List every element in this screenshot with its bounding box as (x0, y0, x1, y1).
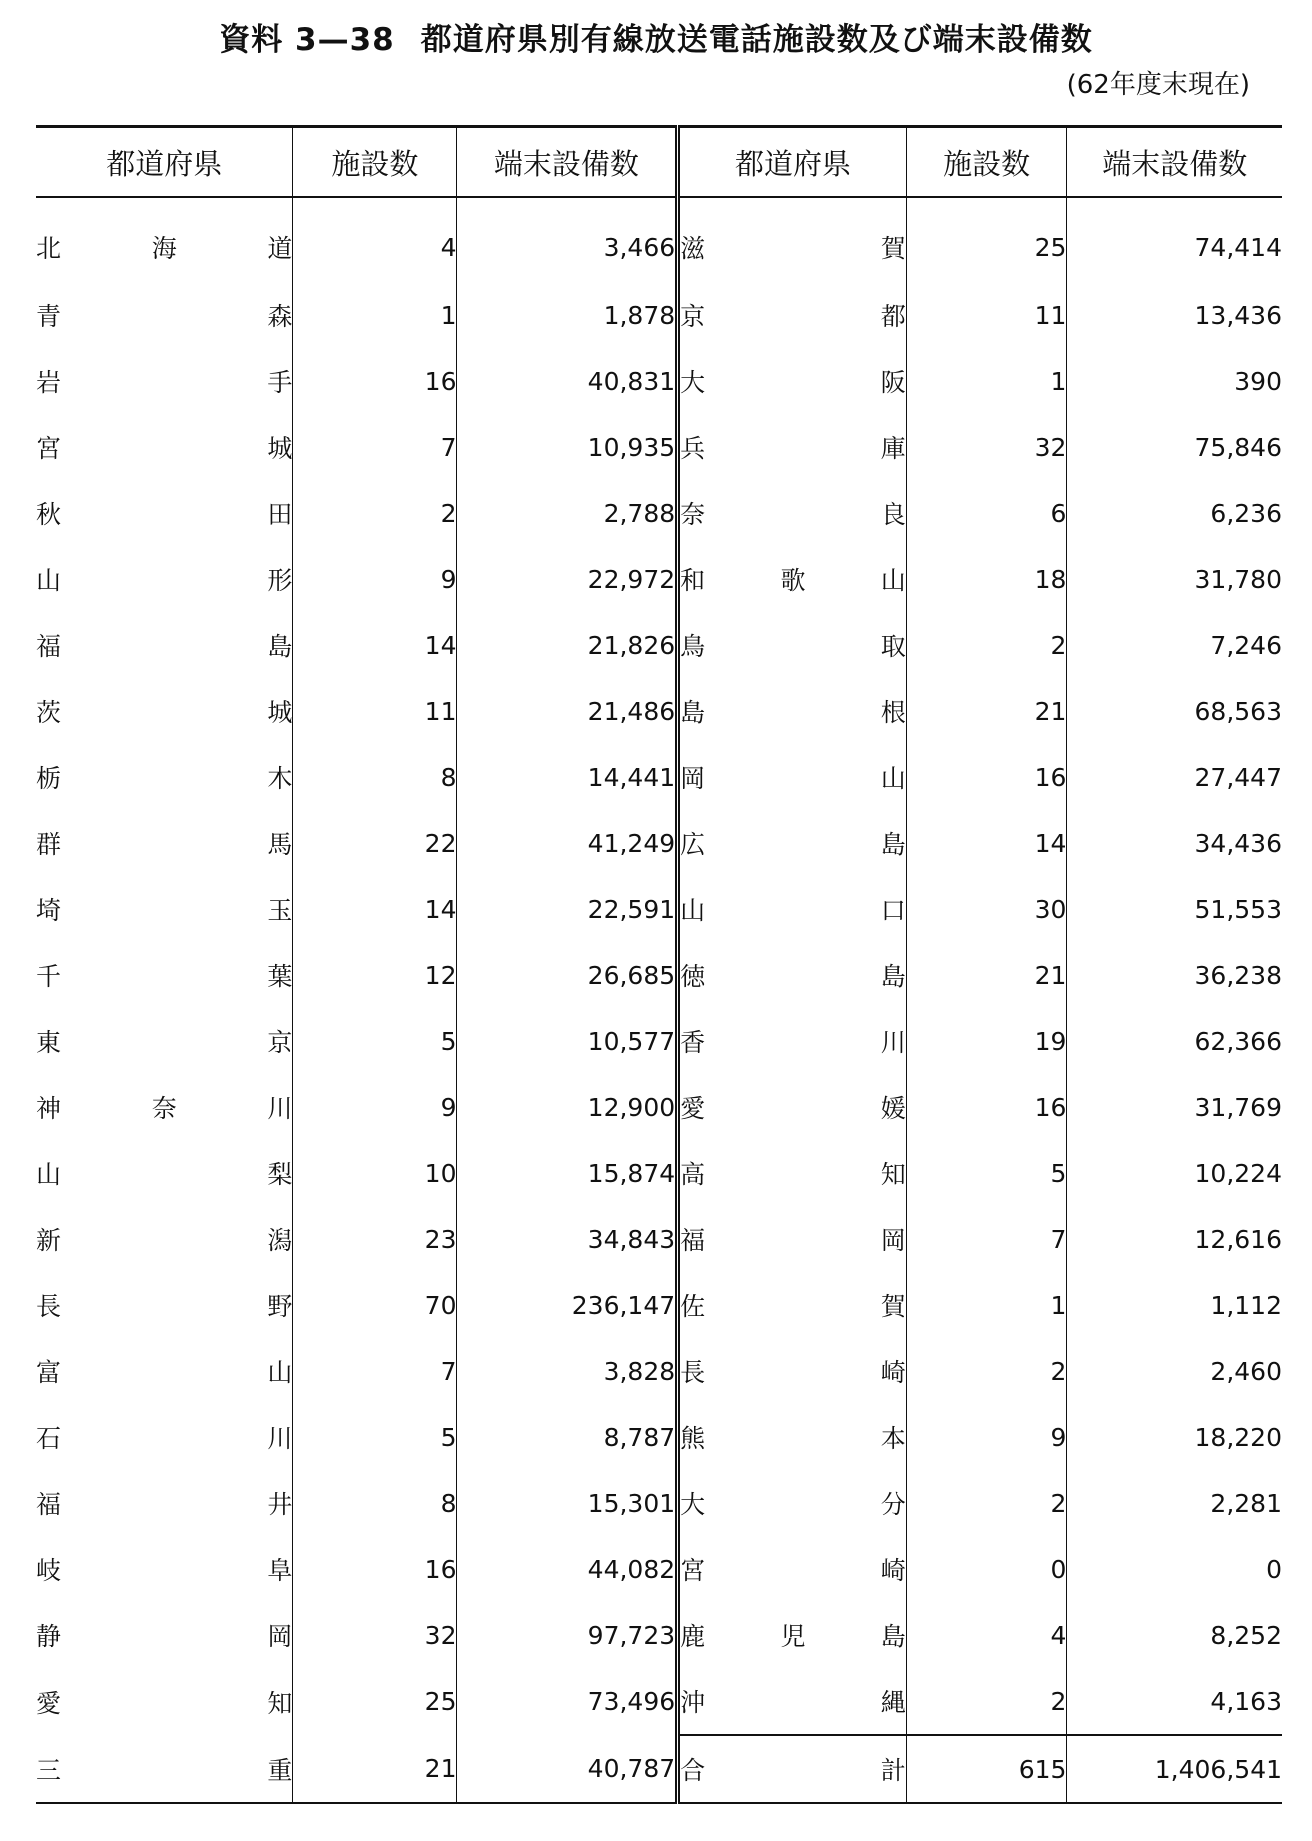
prefecture-name (36, 1008, 293, 1074)
prefecture-name (36, 1668, 293, 1735)
facility-count: 5 (906, 1140, 1067, 1206)
terminal-count: 41,249 (457, 810, 678, 876)
table-row (36, 1735, 1282, 1803)
prefecture-char: 青 (36, 302, 62, 331)
facility-count: 21 (906, 678, 1067, 744)
facility-count: 25 (293, 1668, 457, 1735)
facility-count: 9 (293, 546, 457, 612)
terminal-count: 15,874 (457, 1140, 678, 1206)
prefecture-char: 葉 (267, 962, 293, 991)
prefecture-char: 口 (880, 896, 906, 925)
terminal-count: 7,246 (1067, 612, 1282, 678)
prefecture-char: 岡 (267, 1622, 293, 1651)
facility-count: 14 (293, 876, 457, 942)
header-row (36, 127, 1282, 198)
facility-count: 18 (906, 546, 1067, 612)
terminal-count: 27,447 (1067, 744, 1282, 810)
prefecture-name (36, 612, 293, 678)
table-row (36, 1008, 1282, 1074)
prefecture-char: 田 (267, 500, 293, 529)
prefecture-char: 形 (267, 566, 293, 595)
terminal-count: 3,828 (457, 1338, 678, 1404)
facility-count: 1 (906, 348, 1067, 414)
terminal-count: 1,112 (1067, 1272, 1282, 1338)
prefecture-char: 取 (880, 632, 906, 661)
terminal-count: 36,238 (1067, 942, 1282, 1008)
prefecture-char: 手 (267, 368, 293, 397)
prefecture-char: 東 (36, 1028, 62, 1057)
table-row (36, 876, 1282, 942)
prefecture-char: 奈 (151, 1094, 177, 1123)
total-label (678, 1735, 907, 1803)
document-title (0, 14, 1312, 59)
facility-count: 14 (293, 612, 457, 678)
prefecture-char: 島 (680, 698, 706, 727)
table-row (36, 1602, 1282, 1668)
prefecture-char: 重 (267, 1755, 293, 1785)
terminal-count: 390 (1067, 348, 1282, 414)
table-row (36, 1338, 1282, 1404)
prefecture-name (678, 1536, 907, 1602)
table-row (36, 1074, 1282, 1140)
table-row (36, 1272, 1282, 1338)
prefecture-char: 児 (780, 1622, 806, 1651)
prefecture-char: 愛 (680, 1094, 706, 1123)
prefecture-name (36, 1272, 293, 1338)
table-row (36, 612, 1282, 678)
prefecture-char: 神 (36, 1094, 62, 1123)
facility-count: 70 (293, 1272, 457, 1338)
prefecture-char: 埼 (36, 896, 62, 925)
terminal-count: 3,466 (457, 197, 678, 282)
terminal-count: 34,436 (1067, 810, 1282, 876)
facility-count: 2 (906, 1668, 1067, 1735)
prefecture-char: 歌 (780, 566, 806, 595)
prefecture-name (36, 876, 293, 942)
table-row (36, 282, 1282, 348)
prefecture-char: 玉 (267, 896, 293, 925)
header-facilities-left: 施設数 (293, 127, 457, 198)
terminal-count: 8,252 (1067, 1602, 1282, 1668)
prefecture-char: 島 (880, 1622, 906, 1651)
prefecture-char: 山 (880, 566, 906, 595)
table-row (36, 1206, 1282, 1272)
facility-count: 2 (906, 1338, 1067, 1404)
terminal-count: 31,769 (1067, 1074, 1282, 1140)
facility-count: 4 (906, 1602, 1067, 1668)
facility-count: 11 (293, 678, 457, 744)
terminal-count: 21,486 (457, 678, 678, 744)
terminal-count: 236,147 (457, 1272, 678, 1338)
prefecture-char: 高 (680, 1160, 706, 1189)
prefecture-name (678, 612, 907, 678)
prefecture-char: 道 (267, 234, 293, 263)
prefecture-name (678, 678, 907, 744)
prefecture-char: 福 (36, 1490, 62, 1519)
terminal-count: 0 (1067, 1536, 1282, 1602)
prefecture-table (36, 125, 1282, 1804)
facility-count: 2 (906, 612, 1067, 678)
prefecture-char: 阜 (267, 1556, 293, 1585)
prefecture-name (678, 744, 907, 810)
terminal-count: 18,220 (1067, 1404, 1282, 1470)
prefecture-char: 大 (680, 368, 706, 397)
terminal-count: 40,787 (457, 1735, 678, 1803)
terminal-count: 8,787 (457, 1404, 678, 1470)
prefecture-char: 愛 (36, 1688, 62, 1718)
facility-count: 21 (906, 942, 1067, 1008)
prefecture-char: 北 (36, 234, 62, 263)
facility-count: 4 (293, 197, 457, 282)
prefecture-char: 賀 (880, 1292, 906, 1321)
prefecture-char: 岐 (36, 1556, 62, 1585)
prefecture-char: 賀 (880, 234, 906, 263)
prefecture-name (36, 1140, 293, 1206)
terminal-count: 21,826 (457, 612, 678, 678)
prefecture-name (36, 1470, 293, 1536)
prefecture-char: 広 (680, 830, 706, 859)
prefecture-name (678, 810, 907, 876)
facility-count: 22 (293, 810, 457, 876)
facility-count: 30 (906, 876, 1067, 942)
table-row (36, 1404, 1282, 1470)
facility-count: 32 (293, 1602, 457, 1668)
prefecture-char: 三 (36, 1755, 62, 1785)
facility-count: 14 (906, 810, 1067, 876)
facility-count: 8 (293, 1470, 457, 1536)
terminal-count: 22,591 (457, 876, 678, 942)
prefecture-char: 和 (680, 566, 706, 595)
prefecture-name (36, 197, 293, 282)
terminal-count: 2,460 (1067, 1338, 1282, 1404)
prefecture-char: 福 (680, 1226, 706, 1255)
terminal-count: 12,616 (1067, 1206, 1282, 1272)
header-prefecture-right: 都道府県 (678, 127, 907, 198)
prefecture-char: 熊 (680, 1424, 706, 1453)
facility-count: 1 (906, 1272, 1067, 1338)
facility-count: 6 (906, 480, 1067, 546)
facility-count: 0 (906, 1536, 1067, 1602)
terminal-count: 73,496 (457, 1668, 678, 1735)
prefecture-name (678, 1470, 907, 1536)
table-row (36, 678, 1282, 744)
terminal-count: 15,301 (457, 1470, 678, 1536)
facility-count: 7 (293, 1338, 457, 1404)
prefecture-char: 良 (880, 500, 906, 529)
prefecture-char: 沖 (680, 1688, 706, 1717)
terminal-count: 75,846 (1067, 414, 1282, 480)
terminal-count: 40,831 (457, 348, 678, 414)
terminal-count: 2,281 (1067, 1470, 1282, 1536)
prefecture-name (36, 1206, 293, 1272)
prefecture-char: 本 (880, 1424, 906, 1453)
prefecture-char: 森 (267, 302, 293, 331)
prefecture-name (678, 197, 907, 282)
table-row (36, 348, 1282, 414)
prefecture-char: 都 (880, 302, 906, 331)
header-facilities-right: 施設数 (906, 127, 1067, 198)
table-row (36, 197, 1282, 282)
prefecture-char: 海 (151, 234, 177, 263)
prefecture-char: 宮 (36, 434, 62, 463)
prefecture-char: 潟 (267, 1226, 293, 1255)
prefecture-name (36, 1735, 293, 1803)
terminal-count: 97,723 (457, 1602, 678, 1668)
prefecture-char: 梨 (267, 1160, 293, 1189)
terminal-count: 44,082 (457, 1536, 678, 1602)
prefecture-char: 縄 (880, 1688, 906, 1717)
prefecture-char: 崎 (880, 1556, 906, 1585)
prefecture-name (678, 1140, 907, 1206)
prefecture-char: 秋 (36, 500, 62, 529)
terminal-count: 10,577 (457, 1008, 678, 1074)
prefecture-char: 島 (267, 632, 293, 661)
prefecture-char: 滋 (680, 234, 706, 263)
total-terminal-count: 1,406,541 (1067, 1735, 1282, 1803)
prefecture-name (36, 678, 293, 744)
facility-count: 12 (293, 942, 457, 1008)
prefecture-char: 岡 (880, 1226, 906, 1255)
terminal-count: 26,685 (457, 942, 678, 1008)
prefecture-char: 福 (36, 632, 62, 661)
prefecture-char: 静 (36, 1622, 62, 1651)
terminal-count: 1,878 (457, 282, 678, 348)
prefecture-char: 山 (36, 1160, 62, 1189)
prefecture-char: 長 (36, 1292, 62, 1321)
document-number: 資料 3—38 (219, 22, 395, 58)
terminal-count: 14,441 (457, 744, 678, 810)
prefecture-char: 茨 (36, 698, 62, 727)
header-terminals-right: 端末設備数 (1067, 127, 1282, 198)
facility-count: 16 (293, 1536, 457, 1602)
prefecture-name (36, 282, 293, 348)
table-row (36, 744, 1282, 810)
facility-count: 2 (906, 1470, 1067, 1536)
prefecture-char: 野 (267, 1292, 293, 1321)
prefecture-char: 城 (267, 698, 293, 727)
prefecture-char: 根 (880, 698, 906, 727)
prefecture-char: 千 (36, 962, 62, 991)
facility-count: 5 (293, 1008, 457, 1074)
prefecture-char: 京 (680, 302, 706, 331)
table-row (36, 942, 1282, 1008)
prefecture-name (678, 1668, 907, 1735)
prefecture-char: 計 (880, 1756, 906, 1785)
title-text: 都道府県別有線放送電話施設数及び端末設備数 (420, 22, 1093, 58)
prefecture-name (36, 1074, 293, 1140)
header-terminals-left: 端末設備数 (457, 127, 678, 198)
terminal-count: 22,972 (457, 546, 678, 612)
terminal-count: 10,935 (457, 414, 678, 480)
table-row (36, 414, 1282, 480)
facility-count: 25 (906, 197, 1067, 282)
prefecture-char: 川 (880, 1028, 906, 1057)
prefecture-char: 阪 (880, 368, 906, 397)
terminal-count: 4,163 (1067, 1668, 1282, 1735)
prefecture-char: 香 (680, 1028, 706, 1057)
prefecture-char: 岡 (680, 764, 706, 793)
prefecture-char: 長 (680, 1358, 706, 1387)
facility-count: 7 (293, 414, 457, 480)
terminal-count: 2,788 (457, 480, 678, 546)
prefecture-char: 川 (267, 1094, 293, 1123)
prefecture-char: 山 (267, 1358, 293, 1387)
table-row (36, 546, 1282, 612)
prefecture-name (36, 810, 293, 876)
prefecture-char: 岩 (36, 368, 62, 397)
table-row (36, 810, 1282, 876)
prefecture-char: 馬 (267, 830, 293, 859)
facility-count: 16 (293, 348, 457, 414)
prefecture-char: 庫 (880, 434, 906, 463)
table-row (36, 1536, 1282, 1602)
prefecture-name (678, 546, 907, 612)
header-prefecture-left: 都道府県 (36, 127, 293, 198)
facility-count: 23 (293, 1206, 457, 1272)
prefecture-name (678, 1008, 907, 1074)
prefecture-char: 井 (267, 1490, 293, 1519)
prefecture-name (678, 1404, 907, 1470)
terminal-count: 68,563 (1067, 678, 1282, 744)
prefecture-char: 鹿 (680, 1622, 706, 1651)
terminal-count: 31,780 (1067, 546, 1282, 612)
prefecture-name (678, 942, 907, 1008)
prefecture-char: 兵 (680, 434, 706, 463)
prefecture-char: 奈 (680, 500, 706, 529)
facility-count: 32 (906, 414, 1067, 480)
facility-count: 9 (293, 1074, 457, 1140)
prefecture-name (678, 1602, 907, 1668)
facility-count: 16 (906, 744, 1067, 810)
prefecture-char: 鳥 (680, 632, 706, 661)
facility-count: 9 (906, 1404, 1067, 1470)
facility-count: 1 (293, 282, 457, 348)
table-row (36, 1140, 1282, 1206)
prefecture-name (36, 546, 293, 612)
prefecture-name (36, 1602, 293, 1668)
prefecture-name (36, 348, 293, 414)
facility-count: 5 (293, 1404, 457, 1470)
prefecture-name (36, 1536, 293, 1602)
prefecture-name (678, 876, 907, 942)
prefecture-char: 宮 (680, 1556, 706, 1585)
prefecture-char: 媛 (880, 1094, 906, 1123)
prefecture-char: 崎 (880, 1358, 906, 1387)
terminal-count: 12,900 (457, 1074, 678, 1140)
facility-count: 19 (906, 1008, 1067, 1074)
prefecture-char: 合 (680, 1756, 706, 1785)
terminal-count: 6,236 (1067, 480, 1282, 546)
prefecture-char: 山 (880, 764, 906, 793)
prefecture-char: 栃 (36, 764, 62, 793)
terminal-count: 10,224 (1067, 1140, 1282, 1206)
prefecture-char: 佐 (680, 1292, 706, 1321)
facility-count: 8 (293, 744, 457, 810)
prefecture-char: 群 (36, 830, 62, 859)
prefecture-char: 徳 (680, 962, 706, 991)
prefecture-name (36, 480, 293, 546)
prefecture-name (36, 1404, 293, 1470)
facility-count: 2 (293, 480, 457, 546)
prefecture-char: 大 (680, 1490, 706, 1519)
prefecture-char: 木 (267, 764, 293, 793)
prefecture-char: 城 (267, 434, 293, 463)
prefecture-name (678, 414, 907, 480)
table-row (36, 1470, 1282, 1536)
prefecture-name (36, 1338, 293, 1404)
prefecture-name (36, 414, 293, 480)
terminal-count: 34,843 (457, 1206, 678, 1272)
prefecture-name (678, 348, 907, 414)
facility-count: 10 (293, 1140, 457, 1206)
prefecture-char: 山 (36, 566, 62, 595)
prefecture-name (678, 1074, 907, 1140)
prefecture-name (678, 282, 907, 348)
prefecture-char: 京 (267, 1028, 293, 1057)
terminal-count: 74,414 (1067, 197, 1282, 282)
total-facility-count: 615 (906, 1735, 1067, 1803)
prefecture-name (678, 1338, 907, 1404)
prefecture-char: 新 (36, 1226, 62, 1255)
terminal-count: 13,436 (1067, 282, 1282, 348)
facility-count: 11 (906, 282, 1067, 348)
prefecture-name (36, 744, 293, 810)
prefecture-char: 島 (880, 830, 906, 859)
prefecture-char: 知 (880, 1160, 906, 1189)
as-of-note: (62年度末現在) (1066, 70, 1250, 100)
facility-count: 16 (906, 1074, 1067, 1140)
terminal-count: 62,366 (1067, 1008, 1282, 1074)
prefecture-name (36, 942, 293, 1008)
prefecture-char: 山 (680, 896, 706, 925)
prefecture-char: 富 (36, 1358, 62, 1387)
table-body (36, 197, 1282, 1803)
prefecture-char: 分 (880, 1490, 906, 1519)
table-row (36, 480, 1282, 546)
prefecture-char: 知 (267, 1688, 293, 1718)
prefecture-char: 石 (36, 1424, 62, 1453)
prefecture-name (678, 1272, 907, 1338)
prefecture-char: 川 (267, 1424, 293, 1453)
facility-count: 21 (293, 1735, 457, 1803)
terminal-count: 51,553 (1067, 876, 1282, 942)
prefecture-name (678, 1206, 907, 1272)
prefecture-char: 島 (880, 962, 906, 991)
facility-count: 7 (906, 1206, 1067, 1272)
prefecture-name (678, 480, 907, 546)
table-row (36, 1668, 1282, 1735)
